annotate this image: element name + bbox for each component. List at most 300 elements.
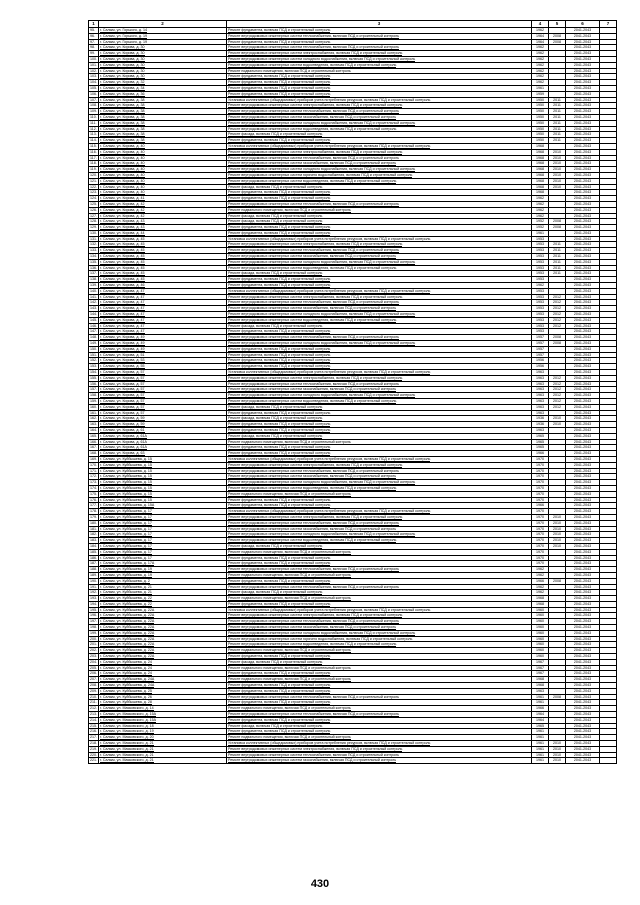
address-text: г. Салым, ул. Куйбышева, д. 2 bbox=[100, 578, 150, 583]
row-number-cell: 140. bbox=[90, 288, 97, 293]
row-number-cell: 219. bbox=[90, 746, 97, 751]
row-number-cell: 200. bbox=[90, 636, 97, 641]
work-type-text: Ремонт фундамента, включая ПСД и строительный контроль bbox=[228, 671, 331, 676]
build-year-cell: 1968 bbox=[532, 167, 549, 173]
work-type-text: Ремонт подвального помещения, включая ПСД и строительный контроль bbox=[228, 549, 351, 554]
address-text: г. Салым, ул. Кирова, д. 32 bbox=[100, 80, 145, 85]
planned-period-cell: 2041-2043 bbox=[566, 735, 600, 741]
build-year-cell: 1962 bbox=[532, 80, 549, 86]
work-type-text: Ремонт внутридомовых инженерных систем теплоснабжения, включая ПСД и строительный контроль bbox=[228, 752, 399, 757]
work-type-text: Установка коллективных (общедомовых) приборов учета потребления ресурсов, включая ПСД и строительный контроль bbox=[228, 97, 431, 102]
row-number-cell: 149. bbox=[90, 341, 97, 346]
row-number-cell: 119. bbox=[90, 167, 97, 172]
address-text: г. Салым, ул. Кирова, д. 38 bbox=[100, 103, 145, 108]
address-text: г. Салым, ул. Куйбышева, д. 28 bbox=[100, 700, 152, 705]
work-type-text: Ремонт внутридомовых инженерных систем холодного водоснабжения, включая ПСД и строительный контроль bbox=[228, 56, 416, 61]
row-number-cell: 136. bbox=[90, 265, 97, 270]
row-number-cell: 182. bbox=[90, 532, 97, 537]
row-number-cell: 221. bbox=[90, 758, 97, 763]
work-type-text: Ремонт внутридомовых инженерных систем электроснабжения, включая ПСД и строительный контроль bbox=[228, 746, 403, 751]
work-type-text: Ремонт фасада, включая ПСД и строительный контроль bbox=[228, 416, 323, 421]
address-text: г. Салым, ул. Кирова, д. 61А bbox=[100, 439, 147, 444]
work-type-text: Ремонт внутридомовых инженерных систем электроснабжения, включая ПСД и строительный контроль bbox=[228, 103, 403, 108]
planned-period-cell: 2041-2043 bbox=[566, 265, 600, 271]
address-text: г. Салым, ул. Кирова, д. 40 bbox=[100, 172, 145, 177]
address-text: г. Салым, ул. Кирова, д. 57 bbox=[100, 393, 145, 398]
build-year-cell: 1968 bbox=[532, 677, 549, 683]
work-type-text: Ремонт фундамента, включая ПСД и строительный контроль bbox=[228, 277, 331, 282]
work-type-text: Ремонт фундамента, включая ПСД и строительный контроль bbox=[228, 555, 331, 560]
last-repair-year-cell: 2008 bbox=[549, 341, 566, 347]
address-text: г. Салым, ул. Кирова, д. 42 bbox=[100, 201, 145, 206]
last-repair-year-cell: 2011 bbox=[549, 271, 566, 277]
row-number-cell: 212. bbox=[90, 706, 97, 711]
build-year-cell: 1968 bbox=[532, 155, 549, 161]
build-year-cell: 1966 bbox=[532, 578, 549, 584]
address-text: г. Салым, ул. Кирова, д. 30 bbox=[100, 51, 145, 56]
row-number-cell: 215. bbox=[90, 723, 97, 728]
planned-period-cell: 2041-2043 bbox=[566, 341, 600, 347]
build-year-cell: 1953 bbox=[532, 323, 549, 329]
row-number-cell: 157. bbox=[90, 387, 97, 392]
planned-period-cell: 2041-2043 bbox=[566, 242, 600, 248]
build-year-cell: 1964 bbox=[532, 712, 549, 718]
address-text: г. Салым, ул. Куйбышева, д. 25 bbox=[100, 688, 152, 693]
row-number-cell: 105. bbox=[90, 85, 97, 90]
row-number-cell: 178. bbox=[90, 509, 97, 514]
build-year-cell: 1953 bbox=[532, 254, 549, 260]
work-type-text: Ремонт фундамента, включая ПСД и строительный контроль bbox=[228, 497, 331, 502]
work-type-text: Ремонт внутридомовых инженерных систем теплоснабжения, включая ПСД и строительный контроль bbox=[228, 300, 399, 305]
row-number-cell: 210. bbox=[90, 694, 97, 699]
work-type-text: Ремонт подвального помещения, включая ПСД и строительный контроль bbox=[228, 596, 351, 601]
address-text: г. Салым, ул. Кирова, д. 57 bbox=[100, 410, 145, 415]
build-year-cell: 1968 bbox=[532, 190, 549, 196]
row-number-cell: 187. bbox=[90, 561, 97, 566]
build-year-cell: 1970 bbox=[532, 526, 549, 532]
planned-period-cell: 2041-2043 bbox=[566, 288, 600, 294]
planned-period-cell: 2041-2043 bbox=[566, 462, 600, 468]
row-number-cell: 152. bbox=[90, 358, 97, 363]
column-number: 2 bbox=[99, 21, 227, 28]
work-type-text: Ремонт внутридомовых инженерных систем теплоснабжения, включая ПСД и строительный контроль bbox=[228, 33, 399, 38]
build-year-cell: 1953 bbox=[532, 300, 549, 306]
planned-period-cell: 2041-2043 bbox=[566, 306, 600, 312]
row-number-cell: 138. bbox=[90, 277, 97, 282]
build-year-cell: 1950 bbox=[532, 97, 549, 103]
planned-period-cell: 2041-2043 bbox=[566, 503, 600, 509]
build-year-cell: 1970 bbox=[532, 532, 549, 538]
work-type-text: Ремонт фундамента, включая ПСД и строительный контроль bbox=[228, 561, 331, 566]
row-number-cell: 188. bbox=[90, 567, 97, 572]
build-year-cell: 1970 bbox=[532, 555, 549, 561]
last-repair-year-cell: 2008 bbox=[549, 39, 566, 45]
work-type-text: Ремонт фундамента, включая ПСД и строительный контроль bbox=[228, 717, 331, 722]
row-number-cell: 168. bbox=[90, 451, 97, 456]
work-type-text: Ремонт внутридомовых инженерных систем горячего водоснабжения, включая ПСД и строительный контроль bbox=[228, 636, 413, 641]
build-year-cell: 1957 bbox=[532, 352, 549, 358]
build-year-cell: 1960 bbox=[532, 654, 549, 660]
planned-period-cell: 2041-2043 bbox=[566, 387, 600, 393]
address-text: г. Салым, ул. Кирова, д. 38 bbox=[100, 120, 145, 125]
last-repair-year-cell: 2010 bbox=[549, 161, 566, 167]
planned-period-cell: 2041-2043 bbox=[566, 364, 600, 370]
address-text: г. Салым, ул. Куйбышева, д. 22А bbox=[100, 642, 155, 647]
build-year-cell: 1936 bbox=[532, 416, 549, 422]
address-text: г. Салым, ул. Маяковского, д. 21 bbox=[100, 746, 154, 751]
work-type-text: Ремонт подвального помещения, включая ПСД и строительный контроль bbox=[228, 665, 351, 670]
last-repair-year-cell: 2010 bbox=[549, 543, 566, 549]
build-year-cell: 1962 bbox=[532, 584, 549, 590]
work-type-text: Ремонт внутридомовых инженерных систем холодного водоснабжения, включая ПСД и строительный контроль bbox=[228, 167, 416, 172]
build-year-cell: 1953 bbox=[532, 277, 549, 283]
row-number-cell: 191. bbox=[90, 584, 97, 589]
address-text: г. Салым, ул. Кирова, д. 47 bbox=[100, 329, 145, 334]
row-number-cell: 202. bbox=[90, 648, 97, 653]
planned-period-cell: 2041-2043 bbox=[566, 543, 600, 549]
work-type-text: Ремонт внутридомовых инженерных систем водоотведения, включая ПСД и строительный контроль bbox=[228, 485, 397, 490]
work-type-text: Ремонт внутридомовых инженерных систем газоснабжения, включая ПСД и строительный контроль bbox=[228, 474, 397, 479]
planned-period-cell: 2041-2043 bbox=[566, 613, 600, 619]
row-number-cell: 106. bbox=[90, 91, 97, 96]
row-number-cell: 145. bbox=[90, 317, 97, 322]
row-number-cell: 146. bbox=[90, 323, 97, 328]
row-number-cell: 183. bbox=[90, 538, 97, 543]
address-text: г. Салым, ул. Куйбышева, д. 15А bbox=[100, 503, 155, 508]
last-repair-year-cell: 2010 bbox=[549, 155, 566, 161]
row-number-cell: 101. bbox=[90, 62, 97, 67]
last-repair-year-cell: 2011 bbox=[549, 126, 566, 132]
planned-period-cell: 2041-2043 bbox=[566, 56, 600, 62]
build-year-cell: 1963 bbox=[532, 375, 549, 381]
build-year-cell: 1970 bbox=[532, 538, 549, 544]
row-number-cell: 124. bbox=[90, 196, 97, 201]
row-number-cell: 110. bbox=[90, 114, 97, 119]
planned-period-cell: 2041-2043 bbox=[566, 741, 600, 747]
last-repair-year-cell: 2011 bbox=[549, 265, 566, 271]
row-number-cell: 189. bbox=[90, 572, 97, 577]
address-text: г. Салым, ул. Кирова, д. 38 bbox=[100, 97, 145, 102]
work-type-text: Ремонт подвального помещения, включая ПСД и строительный контроль bbox=[228, 706, 351, 711]
address-text: г. Салым, ул. Куйбышева, д. 15 bbox=[100, 497, 152, 502]
address-text: г. Салым, ул. Кирова, д. 30 bbox=[100, 68, 145, 73]
work-type-text: Ремонт внутридомовых инженерных систем водоотведения, включая ПСД и строительный контроль bbox=[228, 538, 397, 543]
address-text: г. Салым, ул. Куйбышева, д. 26 bbox=[100, 694, 152, 699]
build-year-cell: 1960 bbox=[532, 607, 549, 613]
row-number-cell: 104. bbox=[90, 80, 97, 85]
planned-period-cell: 2041-2043 bbox=[566, 155, 600, 161]
address-text: г. Салым, ул. Куйбышева, д. 22А bbox=[100, 607, 155, 612]
row-number-cell: 108. bbox=[90, 103, 97, 108]
address-text: г. Салым, ул. Кирова, д. 45 bbox=[100, 248, 145, 253]
build-year-cell: 1953 bbox=[532, 294, 549, 300]
work-type-text: Ремонт внутридомовых инженерных систем теплоснабжения, включая ПСД и строительный контроль bbox=[228, 520, 399, 525]
row-number-cell: 203. bbox=[90, 654, 97, 659]
row-number-cell: 167. bbox=[90, 445, 97, 450]
planned-period-cell: 2041-2043 bbox=[566, 399, 600, 405]
last-repair-year-cell: 2010 bbox=[549, 149, 566, 155]
planned-period-cell: 2041-2043 bbox=[566, 480, 600, 486]
planned-period-cell: 2041-2043 bbox=[566, 706, 600, 712]
planned-period-cell: 2041-2043 bbox=[566, 114, 600, 120]
row-number-cell: 135. bbox=[90, 259, 97, 264]
row-number-cell: 126. bbox=[90, 207, 97, 212]
build-year-cell: 1953 bbox=[532, 329, 549, 335]
build-year-cell: 1970 bbox=[532, 520, 549, 526]
row-number-cell: 142. bbox=[90, 300, 97, 305]
planned-period-cell: 2041-2043 bbox=[566, 561, 600, 567]
address-text: г. Салым, ул. Маяковского, д. 19 bbox=[100, 729, 154, 734]
address-text: г. Салым, ул. Кирова, д. 61А bbox=[100, 433, 147, 438]
build-year-cell: 1960 bbox=[532, 642, 549, 648]
build-year-cell: 1960 bbox=[532, 625, 549, 631]
address-text: г. Салым, ул. Кирова, д. 45 bbox=[100, 271, 145, 276]
row-number-cell: 196. bbox=[90, 613, 97, 618]
row-number-cell: 174. bbox=[90, 485, 97, 490]
planned-period-cell: 2041-2043 bbox=[566, 120, 600, 126]
last-repair-year-cell: 2010 bbox=[549, 514, 566, 520]
work-type-text: Ремонт подвального помещения, включая ПСД и строительный контроль bbox=[228, 68, 351, 73]
planned-period-cell: 2041-2043 bbox=[566, 277, 600, 283]
planned-period-cell: 2041-2043 bbox=[566, 230, 600, 236]
column-number: 5 bbox=[549, 21, 566, 28]
row-number-cell: 211. bbox=[90, 700, 97, 705]
build-year-cell: 1953 bbox=[532, 271, 549, 277]
planned-period-cell: 2041-2043 bbox=[566, 619, 600, 625]
planned-period-cell: 2041-2043 bbox=[566, 370, 600, 376]
work-type-text: Ремонт внутридомовых инженерных систем водоотведения, включая ПСД и строительный контроль bbox=[228, 399, 397, 403]
planned-period-cell: 2041-2043 bbox=[566, 68, 600, 74]
row-number-cell: 122. bbox=[90, 184, 97, 189]
row-number-cell: 117. bbox=[90, 155, 97, 160]
address-text: г. Салым, ул. Куйбышева, д. 21 bbox=[100, 584, 152, 589]
address-text: г. Салым, ул. Куйбышева, д. 17 bbox=[100, 543, 152, 548]
address-text: г. Салым, ул. Куйбышева, д. 22А bbox=[100, 613, 155, 618]
address-text: г. Салым, ул. Кирова, д. 57 bbox=[100, 375, 145, 380]
planned-period-cell: 2041-2043 bbox=[566, 132, 600, 138]
work-type-text: Ремонт внутридомовых инженерных систем газоснабжения, включая ПСД и строительный контроль bbox=[228, 387, 397, 392]
last-repair-year-cell: 2012 bbox=[549, 393, 566, 399]
address-text: г. Салым, ул. Кирова, д. 36 bbox=[100, 91, 145, 96]
row-number-cell: 109. bbox=[90, 109, 97, 114]
work-type-text: Ремонт фундамента, включая ПСД и строительный контроль bbox=[228, 410, 331, 415]
build-year-cell: 1968 bbox=[532, 149, 549, 155]
address-text: г. Салым, ул. Куйбышева, д. 22А bbox=[100, 630, 155, 635]
planned-period-cell: 2041-2043 bbox=[566, 201, 600, 207]
row-number-cell: 204. bbox=[90, 659, 97, 664]
work-type-text: Ремонт подвального помещения, включая ПСД и строительный контроль bbox=[228, 491, 351, 496]
build-year-cell: 1953 bbox=[532, 312, 549, 318]
address-text: г. Салым, ул. Горького, д. 19 bbox=[100, 39, 147, 44]
row-number-cell: 132. bbox=[90, 242, 97, 247]
build-year-cell: 1968 bbox=[532, 601, 549, 607]
row-number-cell: 195. bbox=[90, 607, 97, 612]
build-year-cell: 1950 bbox=[532, 132, 549, 138]
address-text: г. Салым, ул. Кирова, д. 63 bbox=[100, 451, 145, 456]
address-text: г. Салым, ул. Куйбышева, д. 15 bbox=[100, 485, 152, 490]
planned-period-cell: 2041-2043 bbox=[566, 248, 600, 254]
last-repair-year-cell: 2010 bbox=[549, 741, 566, 747]
build-year-cell: 1961 bbox=[532, 758, 549, 764]
build-year-cell: 1962 bbox=[532, 201, 549, 207]
address-text: г. Салым, ул. Кирова, д. 49 bbox=[100, 346, 145, 351]
work-type-text: Ремонт фундамента, включая ПСД и строительный контроль bbox=[228, 329, 331, 334]
planned-period-cell: 2041-2043 bbox=[566, 590, 600, 596]
planned-period-cell: 2041-2043 bbox=[566, 584, 600, 590]
planned-period-cell: 2041-2043 bbox=[566, 526, 600, 532]
build-year-cell: 1966 bbox=[532, 706, 549, 712]
build-year-cell: 1964 bbox=[532, 717, 549, 723]
address-text: г. Салым, ул. Кирова, д. 61 bbox=[100, 427, 145, 432]
build-year-cell: 1963 bbox=[532, 404, 549, 410]
address-text: г. Салым, ул. Кирова, д. 47 bbox=[100, 294, 145, 299]
column-number: 1 bbox=[89, 21, 99, 28]
build-year-cell: 1970 bbox=[532, 485, 549, 491]
row-number-cell: 128. bbox=[90, 219, 97, 224]
work-type-text: Ремонт подвального помещения, включая ПСД и строительный контроль bbox=[228, 572, 351, 577]
planned-period-cell: 2041-2043 bbox=[566, 51, 600, 57]
build-year-cell: 1970 bbox=[532, 514, 549, 520]
work-type-text: Ремонт подвального помещения, включая ПСД и строительный контроль bbox=[228, 207, 351, 212]
work-type-text: Ремонт фасада, включая ПСД и строительный контроль bbox=[228, 219, 323, 224]
planned-period-cell: 2041-2043 bbox=[566, 723, 600, 729]
work-type-text: Ремонт внутридомовых инженерных систем газоснабжения, включая ПСД и строительный контроль bbox=[228, 758, 397, 763]
build-year-cell: 1962 bbox=[532, 572, 549, 578]
build-year-cell: 1968 bbox=[532, 143, 549, 149]
build-year-cell: 1961 bbox=[532, 735, 549, 741]
address-text: г. Салым, ул. Кирова, д. 40 bbox=[100, 167, 145, 172]
planned-period-cell: 2041-2043 bbox=[566, 688, 600, 694]
work-type-text: Установка коллективных (общедомовых) приборов учета потребления ресурсов, включая ПСД и строительный контроль bbox=[228, 456, 431, 461]
work-type-text: Ремонт фундамента, включая ПСД и строительный контроль bbox=[228, 190, 331, 195]
work-type-text: Установка коллективных (общедомовых) приборов учета потребления ресурсов, включая ПСД и строительный контроль bbox=[228, 741, 431, 746]
planned-period-cell: 2041-2043 bbox=[566, 520, 600, 526]
row-number-cell: 96. bbox=[89, 33, 99, 39]
build-year-cell: 1965 bbox=[532, 723, 549, 729]
build-year-cell: 1953 bbox=[532, 288, 549, 294]
build-year-cell: 1961 bbox=[532, 729, 549, 735]
address-text: г. Салым, ул. Кирова, д. 47 bbox=[100, 317, 145, 322]
planned-period-cell: 2041-2043 bbox=[566, 97, 600, 103]
row-number-cell: 133. bbox=[90, 248, 97, 253]
address-text: г. Салым, ул. Кирова, д. 61А bbox=[100, 445, 147, 450]
row-number-cell: 112. bbox=[90, 126, 97, 131]
row-number-cell: 102. bbox=[90, 68, 97, 73]
last-repair-year-cell: 2011 bbox=[549, 248, 566, 254]
row-number-cell: 198. bbox=[90, 625, 97, 630]
work-type-text: Ремонт внутридомовых инженерных систем холодного водоснабжения, включая ПСД и строительный контроль bbox=[228, 393, 416, 398]
row-number-cell: 137. bbox=[90, 271, 97, 276]
build-year-cell: 1970 bbox=[532, 456, 549, 462]
row-number-cell: 155. bbox=[90, 375, 97, 380]
row-number-cell: 172. bbox=[90, 474, 97, 479]
address-text: г. Салым, ул. Кирова, д. 43 bbox=[100, 219, 145, 224]
last-repair-year-cell: 2010 bbox=[549, 532, 566, 538]
work-type-text: Ремонт внутридомовых инженерных систем газоснабжения, включая ПСД и строительный контроль bbox=[228, 114, 397, 119]
work-type-text: Ремонт внутридомовых инженерных систем теплоснабжения, включая ПСД и строительный контроль bbox=[228, 155, 399, 160]
address-text: г. Салым, ул. Кирова, д. 43 bbox=[100, 225, 145, 230]
build-year-cell: 1961 bbox=[532, 694, 549, 700]
build-year-cell: 1967 bbox=[532, 671, 549, 677]
row-number-cell: 103. bbox=[90, 74, 97, 79]
address-text: г. Салым, ул. Кирова, д. 42 bbox=[100, 213, 145, 218]
work-type-text: Ремонт фасада, включая ПСД и строительный контроль bbox=[228, 590, 323, 595]
last-repair-year-cell: 2012 bbox=[549, 381, 566, 387]
address-text: г. Салым, ул. Горького, д. 14 bbox=[100, 28, 147, 32]
address-text: г. Салым, ул. Куйбышева, д. 17 bbox=[100, 532, 152, 537]
address-text: г. Салым, ул. Маяковского, д. 21 bbox=[100, 741, 154, 746]
planned-period-cell: 2041-2043 bbox=[566, 630, 600, 636]
build-year-cell: 1962 bbox=[532, 28, 549, 34]
last-repair-year-cell: 2011 bbox=[549, 103, 566, 109]
address-text: г. Салым, ул. Кирова, д. 38 bbox=[100, 126, 145, 131]
row-number-cell: 192. bbox=[90, 590, 97, 595]
last-repair-year-cell: 2010 bbox=[549, 172, 566, 178]
row-number-cell: 100. bbox=[90, 56, 97, 61]
row-number-cell: 147. bbox=[90, 329, 97, 334]
work-type-text: Ремонт внутридомовых инженерных систем холодного водоснабжения, включая ПСД и строительный контроль bbox=[228, 341, 416, 346]
work-type-text: Ремонт фундамента, включая ПСД и строительный контроль bbox=[228, 683, 331, 688]
address-text: г. Салым, ул. Куйбышева, д. 17 bbox=[100, 538, 152, 543]
last-repair-year-cell: 2011 bbox=[549, 114, 566, 120]
planned-period-cell: 2041-2043 bbox=[566, 335, 600, 341]
build-year-cell: 1957 bbox=[532, 335, 549, 341]
address-text: г. Салым, ул. Куйбышева, д. 19 bbox=[100, 567, 152, 572]
planned-period-cell: 2041-2043 bbox=[566, 555, 600, 561]
work-type-text: Ремонт внутридомовых инженерных систем водоотведения, включая ПСД и строительный контроль bbox=[228, 265, 397, 270]
planned-period-cell: 2041-2043 bbox=[566, 254, 600, 260]
build-year-cell: 1961 bbox=[532, 752, 549, 758]
column-number-row bbox=[89, 21, 617, 28]
address-text: г. Салым, ул. Куйбышева, д. 17А bbox=[100, 561, 155, 566]
build-year-cell: 1961 bbox=[532, 746, 549, 752]
row-number-cell: 193. bbox=[90, 596, 97, 601]
row-number-cell: 111. bbox=[89, 120, 99, 126]
build-year-cell: 1950 bbox=[532, 120, 549, 126]
row-number-cell: 144. bbox=[90, 312, 97, 317]
address-text: г. Салым, ул. Маяковского, д. 20 bbox=[100, 735, 154, 740]
work-type-text: Установка коллективных (общедомовых) приборов учета потребления ресурсов, включая ПСД и строительный контроль bbox=[228, 143, 431, 148]
planned-period-cell: 2041-2043 bbox=[566, 80, 600, 86]
address-text: г. Салым, ул. Куйбышева, д. 15 bbox=[100, 456, 152, 461]
row-number-cell: 175. bbox=[90, 491, 97, 496]
note-cell bbox=[600, 758, 617, 764]
build-year-cell: 1962 bbox=[532, 68, 549, 74]
planned-period-cell: 2041-2043 bbox=[566, 485, 600, 491]
planned-period-cell: 2041-2043 bbox=[566, 683, 600, 689]
planned-period-cell: 2041-2043 bbox=[566, 149, 600, 155]
address-text: г. Салым, ул. Кирова, д. 57 bbox=[100, 387, 145, 392]
work-type-text: Ремонт внутридомовых инженерных систем теплоснабжения, включая ПСД и строительный контроль bbox=[228, 109, 399, 114]
work-type-text: Ремонт внутридомовых инженерных систем электроснабжения, включая ПСД и строительный контроль bbox=[228, 149, 403, 154]
planned-period-cell: 2041-2043 bbox=[566, 213, 600, 219]
planned-period-cell: 2041-2043 bbox=[566, 659, 600, 665]
row-number-cell: 118. bbox=[90, 161, 97, 166]
last-repair-year-cell: 2012 bbox=[549, 306, 566, 312]
row-number-cell: 201. bbox=[90, 642, 97, 647]
address-text: г. Салым, ул. Куйбышева, д. 24 bbox=[100, 671, 152, 676]
row-number-cell: 123. bbox=[90, 190, 97, 195]
build-year-cell: 1970 bbox=[532, 561, 549, 567]
work-type-text: Ремонт внутридомовых инженерных систем электроснабжения, включая ПСД и строительный контроль bbox=[228, 462, 403, 467]
address-text: г. Салым, ул. Куйбышева, д. 21 bbox=[100, 590, 152, 595]
planned-period-cell: 2041-2043 bbox=[566, 300, 600, 306]
build-year-cell: 1967 bbox=[532, 659, 549, 665]
build-year-cell: 1962 bbox=[532, 51, 549, 57]
planned-period-cell: 2041-2043 bbox=[566, 329, 600, 335]
row-number-cell: 173. bbox=[90, 480, 97, 485]
row-number-cell: 179. bbox=[90, 514, 97, 519]
